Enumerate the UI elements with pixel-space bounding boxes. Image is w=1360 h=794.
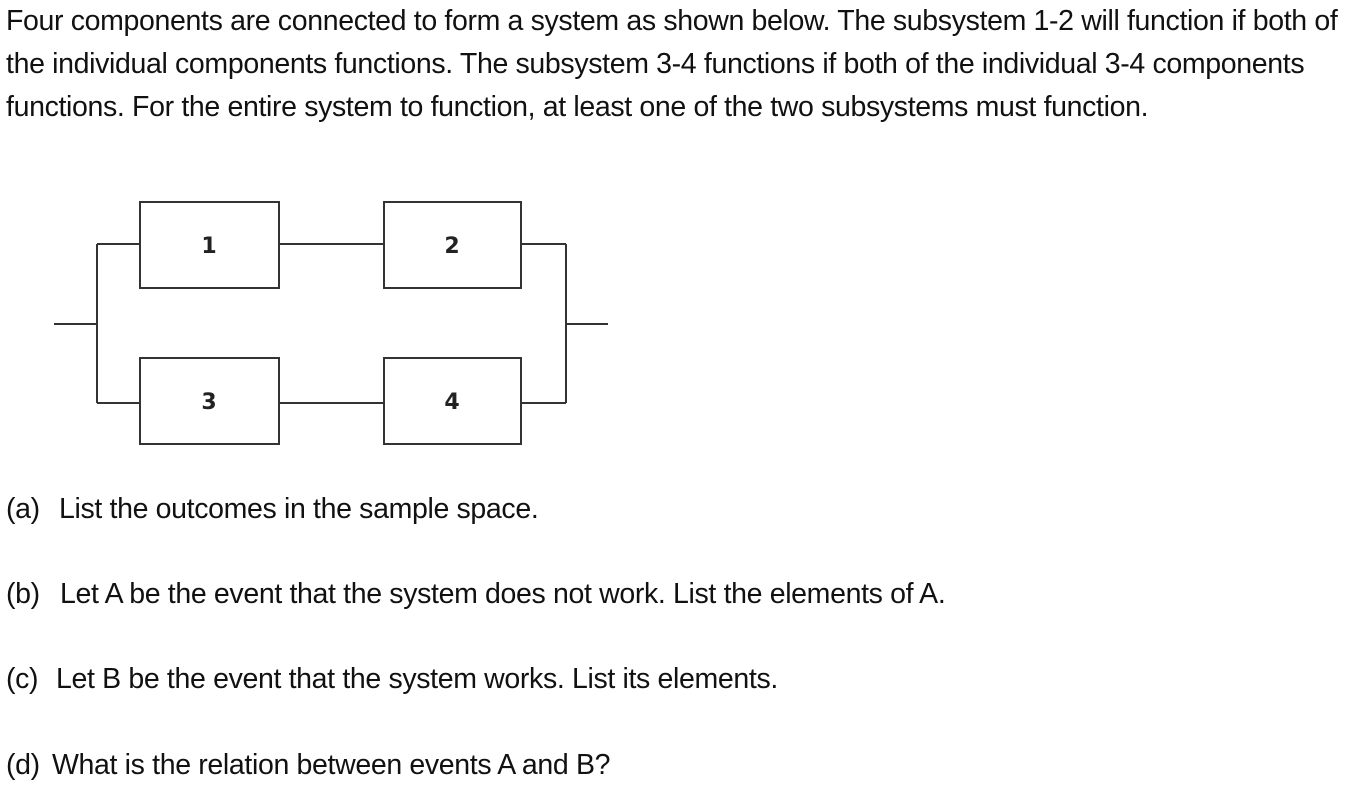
component-label-4: 4 (444, 390, 460, 415)
question-c (6, 661, 778, 697)
question-c-label: (c) (6, 663, 39, 695)
component-label-1: 1 (201, 234, 217, 259)
component-label-2: 2 (444, 234, 460, 259)
system-diagram (0, 190, 640, 460)
question-c-text: Let B be the event that the system works. List its elements. (56, 663, 778, 695)
question-d (6, 747, 610, 783)
question-a (6, 491, 538, 527)
question-b (6, 576, 945, 612)
component-label-3: 3 (201, 390, 217, 415)
question-d-label: (d) (6, 749, 40, 781)
problem-statement: Four components are connected to form a system as shown below. The subsystem 1-2 will function if both of the individual components functions. The subsystem 3-4 functions if both of the individual 3-4 components functions. For the entire system to function, at least one of the two subsystems must function. (6, 5, 1338, 123)
question-a-label: (a) (6, 493, 40, 525)
question-d-text: What is the relation between events A and B? (52, 749, 611, 781)
question-a-text: List the outcomes in the sample space. (59, 493, 539, 525)
question-b-label: (b) (6, 578, 40, 610)
question-b-text: Let A be the event that the system does not work. List the elements of A. (60, 578, 946, 610)
